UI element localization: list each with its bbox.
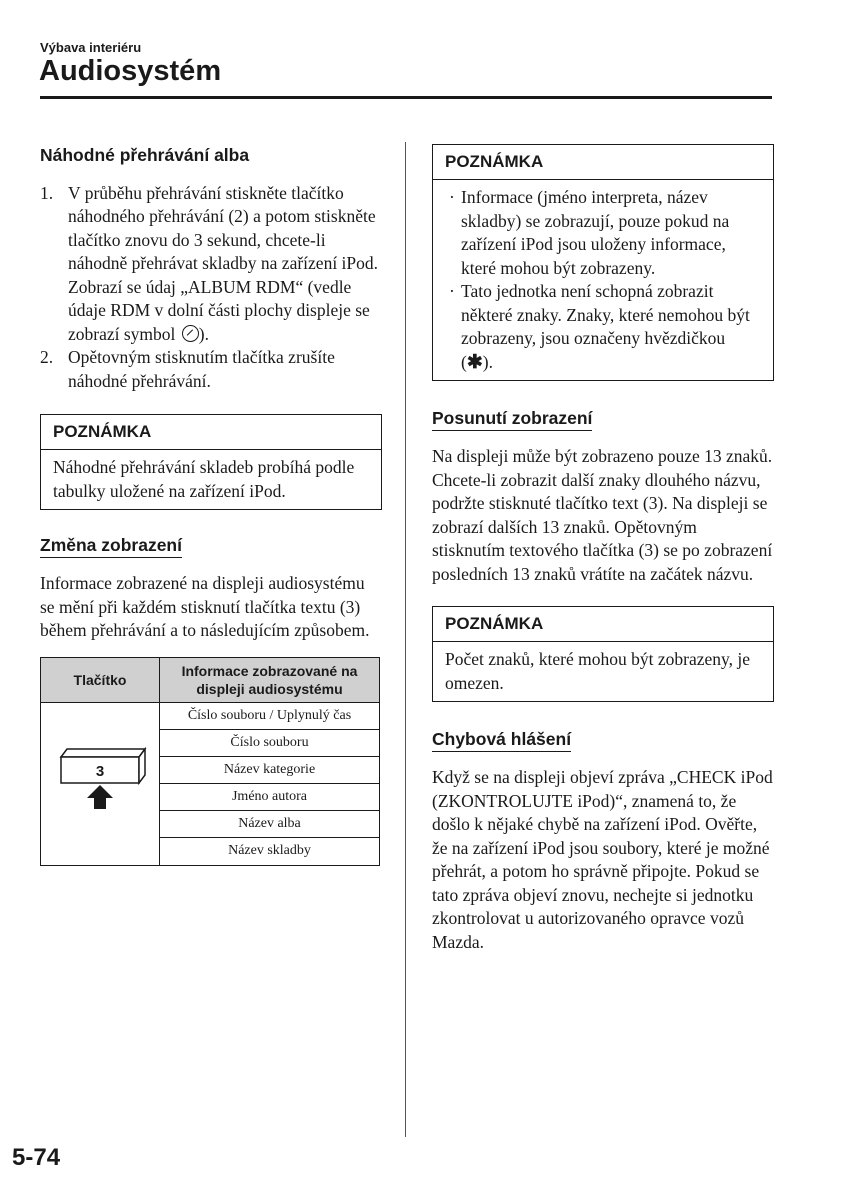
table-cell: Jméno autora <box>160 783 380 810</box>
header-rule <box>40 96 772 99</box>
page-number: 5-74 <box>12 1144 61 1171</box>
random-album-steps <box>40 182 382 394</box>
button-label: 3 <box>95 762 105 780</box>
note-title: POZNÁMKA <box>433 145 773 180</box>
table-cell: Název alba <box>160 811 380 838</box>
shuffle-icon <box>182 325 199 342</box>
display-change-text: Informace zobrazené na displeji audiosystému se mění při každém stisknutí tlačítka textu (3) během přehrávání a to následujícím způsobem. <box>40 573 370 640</box>
step-text-suffix: ). <box>198 323 209 344</box>
table-header-button: Tlačítko <box>41 657 160 702</box>
display-change-heading: Změna zobrazení <box>40 534 182 558</box>
bullet-text: Informace (jméno interpreta, název skladby) se zobrazují, pouze pokud na zařízení iPod jsou uloženy informace, které mohou být zobrazeny. <box>461 187 730 278</box>
note-title: POZNÁMKA <box>433 607 773 642</box>
table-cell: Číslo souboru <box>160 729 380 756</box>
scroll-heading: Posunutí zobrazení <box>432 407 592 431</box>
note-box-random <box>40 414 382 510</box>
column-divider <box>405 142 406 1137</box>
table-cell: Číslo souboru / Uplynulý čas <box>160 702 380 729</box>
bullet-text-suffix: ). <box>482 351 493 372</box>
list-item <box>445 280 761 374</box>
note-title: POZNÁMKA <box>41 415 381 450</box>
asterisk-icon: ✱ <box>466 351 483 373</box>
note-body <box>41 450 381 509</box>
step-item <box>40 346 382 393</box>
bullet-text: Tato jednotka není schopná zobrazit některé znaky. Znaky, které nemohou být zobrazeny, jsou označeny hvězdičkou ( <box>461 281 750 372</box>
note-box-chars <box>432 606 774 702</box>
text-button-3-icon <box>47 703 153 859</box>
note-body <box>433 642 773 701</box>
step-text: Opětovným stisknutím tlačítka zrušíte náhodné přehrávání. <box>68 347 335 391</box>
step-number: 1. <box>40 182 54 203</box>
note-text: Náhodné přehrávání skladeb probíhá podle tabulky uložené na zařízení iPod. <box>53 457 355 501</box>
table-header-info: Informace zobrazované na displeji audiosystému <box>160 657 380 702</box>
step-number: 2. <box>40 347 54 367</box>
list-item <box>445 186 761 280</box>
table-cell: Název kategorie <box>160 756 380 783</box>
table-cell: Název skladby <box>160 838 380 865</box>
errors-text: Když se na displeji objeví zpráva „CHECK iPod (ZKONTROLUJTE iPod)“, znamená to, že došlo k nějaké chybě na zařízení iPod. Ověřte, že na zařízení iPod jsou soubory, které je možné přehrát, a potom ho správně připojte. Pokud se tato zpráva objeví znovu, nechejte si jednotku zkontrolovat u autorizovaného opravce vozů Mazda. <box>432 767 773 952</box>
table-header-row <box>41 657 380 702</box>
note-body <box>433 180 773 380</box>
note-box-info <box>432 144 774 381</box>
note-bullets <box>445 186 761 374</box>
left-column <box>40 144 382 866</box>
step-text: V průběhu přehrávání stiskněte tlačítko náhodného přehrávání (2) a potom stiskněte tlačítko znovu do 3 sekund, chcete-li náhodně přehrávat skladby na zařízení iPod. Zobrazí se údaj „ALBUM RDM“ (vedle údaje RDM v dolní části plochy displeje se zobrazí symbol <box>68 182 379 344</box>
step-item <box>40 182 382 347</box>
page-title: Audiosystém <box>39 55 222 87</box>
scroll-text: Na displeji může být zobrazeno pouze 13 znaků. Chcete-li zobrazit další znaky dlouhého názvu, podržte stisknuté tlačítko text (3). Na displeji se zobrazí dalších 13 znaků. Opětovným stisknutím textového tlačítka (3) se po zobrazení posledních 13 znaků vrátíte na začátek názvu. <box>432 446 773 584</box>
errors-heading: Chybová hlášení <box>432 728 571 752</box>
section-kicker: Výbava interiéru <box>40 40 142 55</box>
note-text: Počet znaků, které mohou být zobrazeny, je omezen. <box>445 649 751 693</box>
table-row <box>41 702 380 729</box>
right-column <box>432 144 774 954</box>
random-album-heading: Náhodné přehrávání alba <box>40 145 250 165</box>
table-button-cell <box>41 702 160 865</box>
display-info-table <box>40 657 380 866</box>
